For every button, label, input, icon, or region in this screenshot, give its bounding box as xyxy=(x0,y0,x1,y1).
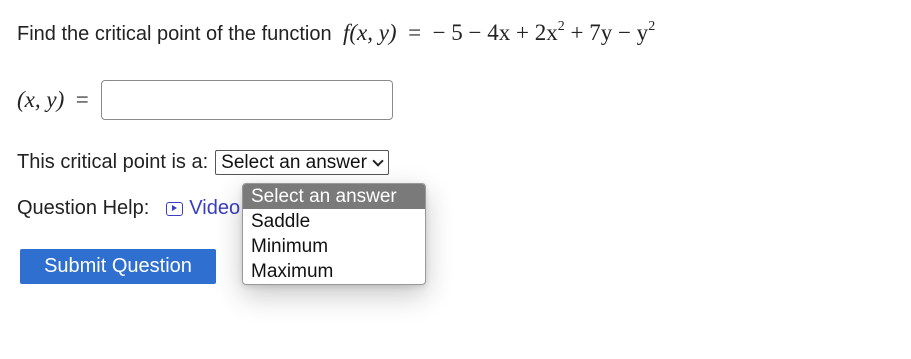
chevron-down-icon xyxy=(372,155,383,166)
select-value: Select an answer xyxy=(221,151,367,173)
function-rhs-part-2: + 7y − y xyxy=(564,20,649,45)
answer-label xyxy=(17,87,89,113)
answer-label-text: (x, y) xyxy=(17,87,65,112)
exponent-y: 2 xyxy=(648,19,656,34)
question-text xyxy=(17,20,655,46)
function-rhs-part-1: − 5 − 4x + 2x xyxy=(432,20,558,45)
dropdown-option-maximum[interactable]: Maximum xyxy=(251,261,334,282)
dropdown-option-saddle[interactable]: Saddle xyxy=(251,211,311,232)
dropdown-option-select-an-answer[interactable]: Select an answer xyxy=(243,184,425,209)
critical-point-row xyxy=(17,150,389,175)
answer-equals: = xyxy=(75,87,89,112)
exponent-x: 2 xyxy=(557,19,565,34)
video-link-label: Video xyxy=(189,197,241,219)
answer-input[interactable] xyxy=(101,80,393,120)
answer-row xyxy=(17,80,393,120)
question-prefix: Find the critical point of the function xyxy=(17,23,332,45)
function-lhs: f(x, y) xyxy=(342,20,397,45)
submit-question-button[interactable]: Submit Question xyxy=(20,249,216,284)
video-play-icon xyxy=(166,202,183,216)
critical-point-dropdown xyxy=(242,183,426,285)
critical-point-label: This critical point is a: xyxy=(17,151,209,173)
function-expression xyxy=(337,20,655,45)
dropdown-option-minimum[interactable]: Minimum xyxy=(251,236,329,257)
question-help-label: Question Help: xyxy=(17,197,150,219)
video-help-link[interactable] xyxy=(166,197,240,220)
function-equals: = xyxy=(408,20,422,45)
question-help-row xyxy=(17,197,240,220)
critical-point-select[interactable] xyxy=(215,150,389,175)
